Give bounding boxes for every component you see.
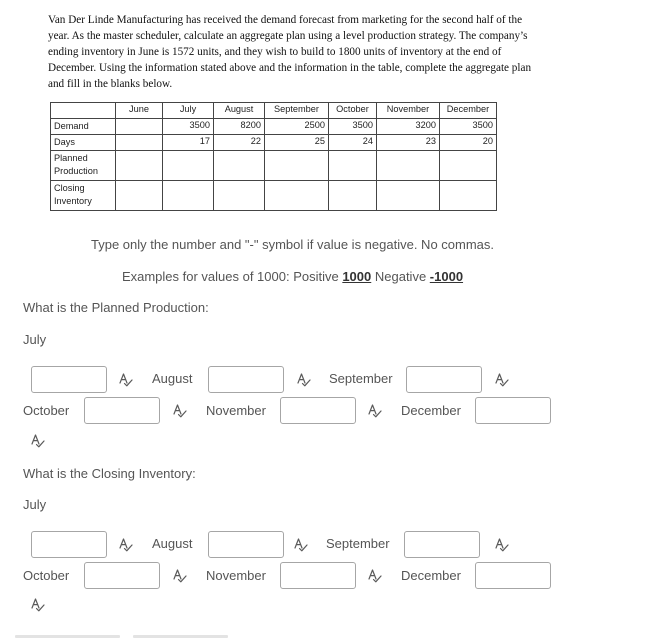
spellcheck-icon[interactable]: [119, 538, 133, 552]
example-prefix: Examples for values of 1000: Positive: [121, 269, 343, 284]
pp-label-december: December: [401, 403, 461, 418]
table-cell: [116, 119, 163, 135]
col-june: June: [116, 103, 163, 119]
table-cell: 3500: [440, 119, 497, 135]
col-august: August: [214, 103, 265, 119]
row-label: Demand: [51, 119, 116, 135]
pp-december-input[interactable]: [475, 397, 551, 424]
table-cell: 2500: [265, 119, 329, 135]
spellcheck-icon[interactable]: [368, 404, 382, 418]
positive-example: 1000: [342, 269, 372, 284]
table-cell: [116, 181, 163, 211]
ci-august-input[interactable]: [208, 531, 284, 558]
ci-label-july: July: [23, 497, 47, 512]
table-cell: [163, 181, 214, 211]
instruction-line: Type only the number and "-" symbol if value is negative. No commas.: [90, 237, 495, 252]
spellcheck-icon[interactable]: [495, 538, 509, 552]
ci-label-september: September: [326, 536, 390, 551]
table-cell: 24: [329, 135, 377, 151]
table-cell: 3500: [163, 119, 214, 135]
pp-october-input[interactable]: [84, 397, 160, 424]
pp-label-november: November: [206, 403, 266, 418]
negative-label: Negative: [371, 269, 430, 284]
spellcheck-icon[interactable]: [173, 569, 187, 583]
table-cell: [265, 151, 329, 181]
col-november: November: [377, 103, 440, 119]
table-cell: [116, 135, 163, 151]
table-cell: [214, 181, 265, 211]
spellcheck-icon[interactable]: [31, 434, 45, 448]
ci-label-october: October: [23, 568, 70, 583]
table-header-row: [51, 103, 497, 119]
spellcheck-icon[interactable]: [294, 538, 308, 552]
table-cell: [329, 151, 377, 181]
table-cell: 23: [377, 135, 440, 151]
table-cell: [214, 151, 265, 181]
pp-label-july: July: [23, 332, 47, 347]
spellcheck-icon[interactable]: [368, 569, 382, 583]
row-label: Closing Inventory: [51, 181, 116, 211]
spellcheck-icon[interactable]: [495, 373, 509, 387]
pp-label-august: August: [152, 371, 193, 386]
pp-november-input[interactable]: [280, 397, 356, 424]
pp-label-october: October: [23, 403, 70, 418]
row-label: Days: [51, 135, 116, 151]
spellcheck-icon[interactable]: [31, 598, 45, 612]
table-cell: 3200: [377, 119, 440, 135]
table-row: [51, 151, 497, 181]
table-cell: [329, 181, 377, 211]
ci-december-input[interactable]: [475, 562, 551, 589]
planned-production-heading: What is the Planned Production:: [23, 300, 209, 315]
table-cell: [377, 181, 440, 211]
spellcheck-icon[interactable]: [119, 373, 133, 387]
ci-label-august: August: [152, 536, 193, 551]
table-row: [51, 135, 497, 151]
col-october: October: [329, 103, 377, 119]
table-corner: [51, 103, 116, 119]
ci-label-november: November: [206, 568, 266, 583]
ci-label-december: December: [401, 568, 461, 583]
ci-july-input[interactable]: [31, 531, 107, 558]
table-row: [51, 181, 497, 211]
table-cell: [265, 181, 329, 211]
ci-september-input[interactable]: [404, 531, 480, 558]
pp-july-input[interactable]: [31, 366, 107, 393]
col-september: September: [265, 103, 329, 119]
table-cell: 22: [214, 135, 265, 151]
table-cell: 20: [440, 135, 497, 151]
table-cell: 17: [163, 135, 214, 151]
negative-example: -1000: [429, 269, 464, 284]
aggregate-plan-table: [50, 102, 497, 211]
problem-statement: [48, 12, 538, 92]
pp-label-september: September: [329, 371, 393, 386]
table-cell: [163, 151, 214, 181]
ci-november-input[interactable]: [280, 562, 356, 589]
table-row: [51, 119, 497, 135]
table-cell: 3500: [329, 119, 377, 135]
col-july: July: [163, 103, 214, 119]
example-line: [0, 269, 585, 284]
closing-inventory-heading: What is the Closing Inventory:: [23, 466, 196, 481]
table-cell: [377, 151, 440, 181]
ci-october-input[interactable]: [84, 562, 160, 589]
table-cell: 25: [265, 135, 329, 151]
pp-september-input[interactable]: [406, 366, 482, 393]
problem-text: Van Der Linde Manufacturing has received the demand forecast from marketing for the second half of the year. As the master scheduler, calculate an aggregate plan using a level production strategy. The company’s ending inventory in June is 1572 units, and they wish to build to 1800 units of inventory at the end of December. Using the information stated above and the information in the table, complete the aggregate plan and fill in the blanks below.: [48, 14, 532, 90]
table-cell: [440, 151, 497, 181]
col-december: December: [440, 103, 497, 119]
spellcheck-icon[interactable]: [173, 404, 187, 418]
pp-august-input[interactable]: [208, 366, 284, 393]
row-label: Planned Production: [51, 151, 116, 181]
table-cell: 8200: [214, 119, 265, 135]
table-cell: [440, 181, 497, 211]
spellcheck-icon[interactable]: [297, 373, 311, 387]
table-cell: [116, 151, 163, 181]
